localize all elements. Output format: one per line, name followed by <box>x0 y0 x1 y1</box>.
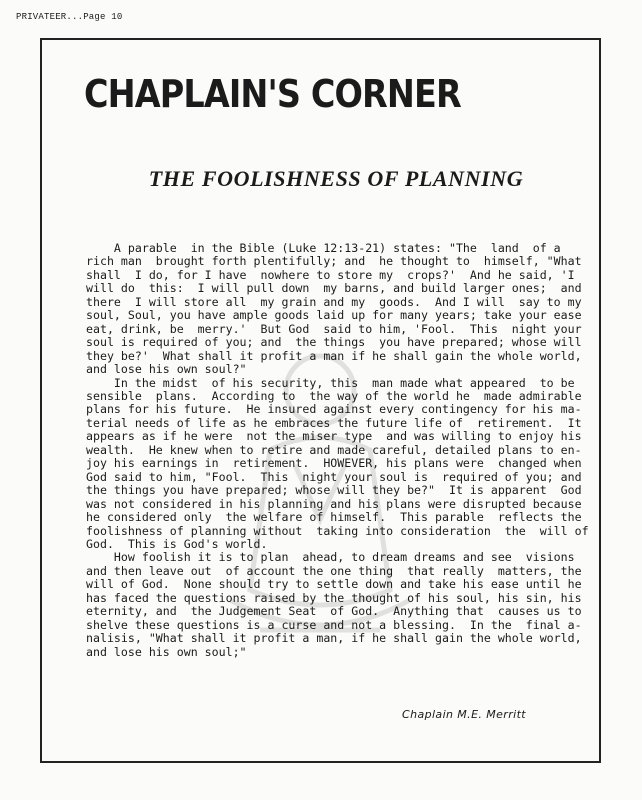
article-line: and lose his own soul?" <box>86 362 247 377</box>
column-headline: CHAPLAIN'S CORNER <box>84 72 461 116</box>
article-title: THE FOOLISHNESS OF PLANNING <box>148 166 524 191</box>
running-header: PRIVATEER...Page 10 <box>16 12 123 22</box>
article-line: was not considered in his planning and his plans were disrupted because <box>86 496 582 511</box>
article-line: rich man brought forth plentifully; and he thought to himself, "What <box>86 254 582 269</box>
article-line: God said to him, "Fool. This night your soul is required of you; and <box>86 469 582 484</box>
article-body <box>86 241 589 659</box>
article-line: shall I do, for I have nowhere to store my crops?' And he said, 'I <box>86 267 575 282</box>
article-line: plans for his future. He insured against every contingency for his ma- <box>86 402 582 417</box>
article-line: eat, drink, be merry.' But God said to him, 'Fool. This night your <box>86 321 582 336</box>
article-line: and then leave out of account the one thing that really matters, the <box>86 563 582 578</box>
article-line: shelve these questions is a curse and not a blessing. In the final a- <box>86 617 582 632</box>
article-line: and lose his own soul;" <box>86 644 247 659</box>
article-line: sensible plans. According to the way of the world he made admirable <box>86 388 582 403</box>
article-line: will of God. None should try to settle down and take his ease until he <box>86 577 582 592</box>
article-line: will do this: I will pull down my barns, and build larger ones; and <box>86 281 582 296</box>
article-line: foolishness of planning without taking into consideration the will of <box>86 523 589 538</box>
article-line: How foolish it is to plan ahead, to dream dreams and see visions <box>86 550 575 565</box>
article-line: there I will store all my grain and my goods. And I will say to my <box>86 294 582 309</box>
article-line: appears as if he were not the miser type and was willing to enjoy his <box>86 429 582 444</box>
article-line: nalisis, "What shall it profit a man, if he shall gain the whole world, <box>86 631 582 646</box>
article-line: wealth. He knew when to retire and made careful, detailed plans to en- <box>86 442 582 457</box>
article-line: the things you have prepared; whose will they be?" It is apparent God <box>86 483 582 498</box>
article-line: they be?' What shall it profit a man if he shall gain the whole world, <box>86 348 582 363</box>
article-line: A parable in the Bible (Luke 12:13-21) states: "The land of a <box>86 241 561 255</box>
article-line: In the midst of his security, this man made what appeared to be <box>86 375 575 390</box>
article-line: has faced the questions raised by the thought of his soul, his sin, his <box>86 590 582 605</box>
article-line: terial needs of life as he embraces the future life of retirement. It <box>86 415 582 430</box>
article-line: God. This is God's world. <box>86 536 268 551</box>
article-line: soul, Soul, you have ample goods laid up for many years; take your ease <box>86 308 582 323</box>
article-line: soul is required of you; and the things you have prepared; whose will <box>86 335 582 350</box>
article-line: joy his earnings in retirement. HOWEVER, his plans were changed when <box>86 456 582 471</box>
author-signature: Chaplain M.E. Merritt <box>402 708 527 721</box>
article-line: he considered only the welfare of himself. This parable reflects the <box>86 510 582 525</box>
article-line: eternity, and the Judgement Seat of God. Anything that causes us to <box>86 604 582 619</box>
